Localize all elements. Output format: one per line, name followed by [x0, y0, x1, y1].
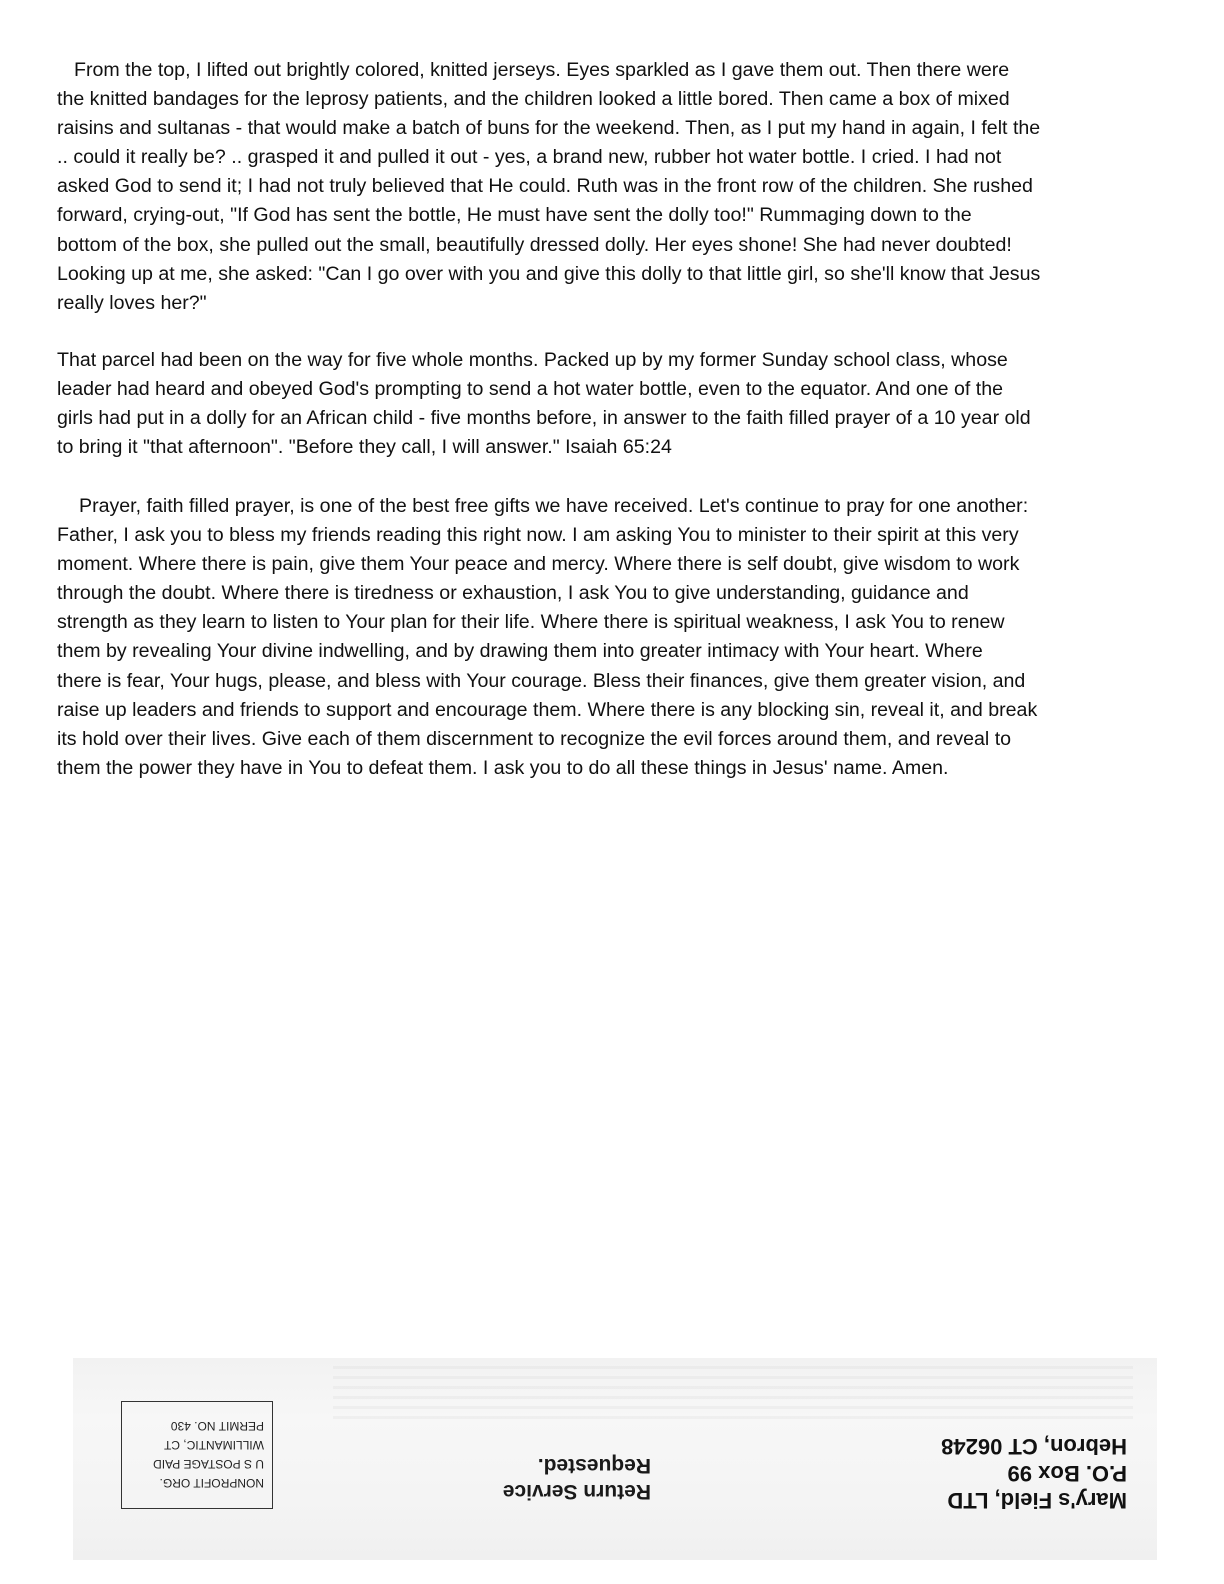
text-line: asked God to send it; I had not truly believed that He could. Ruth was in the front row of the children. She rushed [57, 175, 1033, 198]
mailer-panel [73, 1358, 1157, 1560]
text-line: them the power they have in You to defeat them. I ask you to do all these things in Jesus' name. Amen. [57, 756, 949, 779]
text-line: From the top, I lifted out brightly colored, knitted jerseys. Eyes sparkled as I gave them out. Then there were [74, 59, 1010, 81]
text-line: That parcel had been on the way for five whole months. Packed up by my former Sunday school class, whose [57, 349, 1008, 371]
text-line: Prayer, faith filled prayer, is one of the best free gifts we have received. Let's continue to pray for one another: [79, 495, 1029, 517]
text-line: Looking up at me, she asked: "Can I go over with you and give this dolly to that little girl, so she'll know that Jesus [57, 262, 1041, 285]
text-line: really loves her?" [57, 291, 207, 314]
paragraph-parcel-contents [57, 56, 1169, 318]
return-address [877, 1433, 1127, 1514]
paragraph-prayer [57, 492, 1169, 783]
permit-line: PERMIT NO. 430 [170, 1419, 264, 1433]
return-service-line: Return Service [502, 1480, 651, 1503]
text-line: them by revealing Your divine indwelling, and by drawing them into greater intimacy with Your heart. Where [57, 640, 983, 663]
return-address-line: Mary's Field, LTD [947, 1488, 1127, 1513]
text-line: there is fear, Your hugs, please, and bless with Your courage. Bless their finances, give them greater vision, and [57, 669, 1026, 692]
text-line: leader had heard and obeyed God's prompting to send a hot water bottle, even to the equator. And one of the [57, 378, 1004, 401]
text-line: girls had put in a dolly for an African child - five months before, in answer to the faith filled prayer of a 10 year old [57, 407, 1031, 430]
bleed-through-texture [333, 1366, 1133, 1426]
permit-line: WILLIMANTIC, CT [163, 1438, 264, 1452]
text-line: the knitted bandages for the leprosy patients, and the children looked a little bored. Then came a box of mixed [57, 88, 1010, 111]
text-line: to bring it "that afternoon". "Before they call, I will answer." Isaiah 65:24 [57, 436, 672, 459]
text-line: raisins and sultanas - that would make a batch of buns for the weekend. Then, as I put my hand in again, I felt the [57, 117, 1041, 140]
text-line: through the doubt. Where there is tiredness or exhaustion, I ask You to give understanding, guidance and [57, 582, 969, 605]
paragraph-parcel-journey [57, 346, 1169, 462]
postage-permit-box [121, 1401, 273, 1509]
text-line: raise up leaders and friends to support and encourage them. Where there is any blocking sin, reveal it, and break [57, 698, 1038, 721]
return-service-notice [441, 1452, 651, 1504]
return-service-line: Requested. [537, 1454, 651, 1477]
return-address-line: P.O. Box 99 [1007, 1461, 1127, 1486]
permit-line: U S POSTAGE PAID [153, 1457, 264, 1471]
text-line: .. could it really be? .. grasped it and pulled it out - yes, a brand new, rubber hot water bottle. I cried. I had not [57, 146, 1002, 169]
permit-line: NONPROFIT ORG. [159, 1476, 264, 1490]
text-line: bottom of the box, she pulled out the small, beautifully dressed dolly. Her eyes shone! She had never doubted! [57, 233, 1012, 256]
text-line: Father, I ask you to bless my friends reading this right now. I am asking You to minister to their spirit at this very [57, 524, 1019, 547]
text-line: strength as they learn to listen to Your plan for their life. Where there is spiritual weakness, I ask You to renew [57, 611, 1005, 634]
text-line: its hold over their lives. Give each of them discernment to recognize the evil forces around them, and reveal to [57, 727, 1012, 750]
return-address-line: Hebron, CT 06248 [941, 1434, 1127, 1459]
text-line: forward, crying-out, "If God has sent the bottle, He must have sent the dolly too!" Rummaging down to the [57, 204, 972, 227]
text-line: moment. Where there is pain, give them Your peace and mercy. Where there is self doubt, give wisdom to work [57, 553, 1020, 576]
